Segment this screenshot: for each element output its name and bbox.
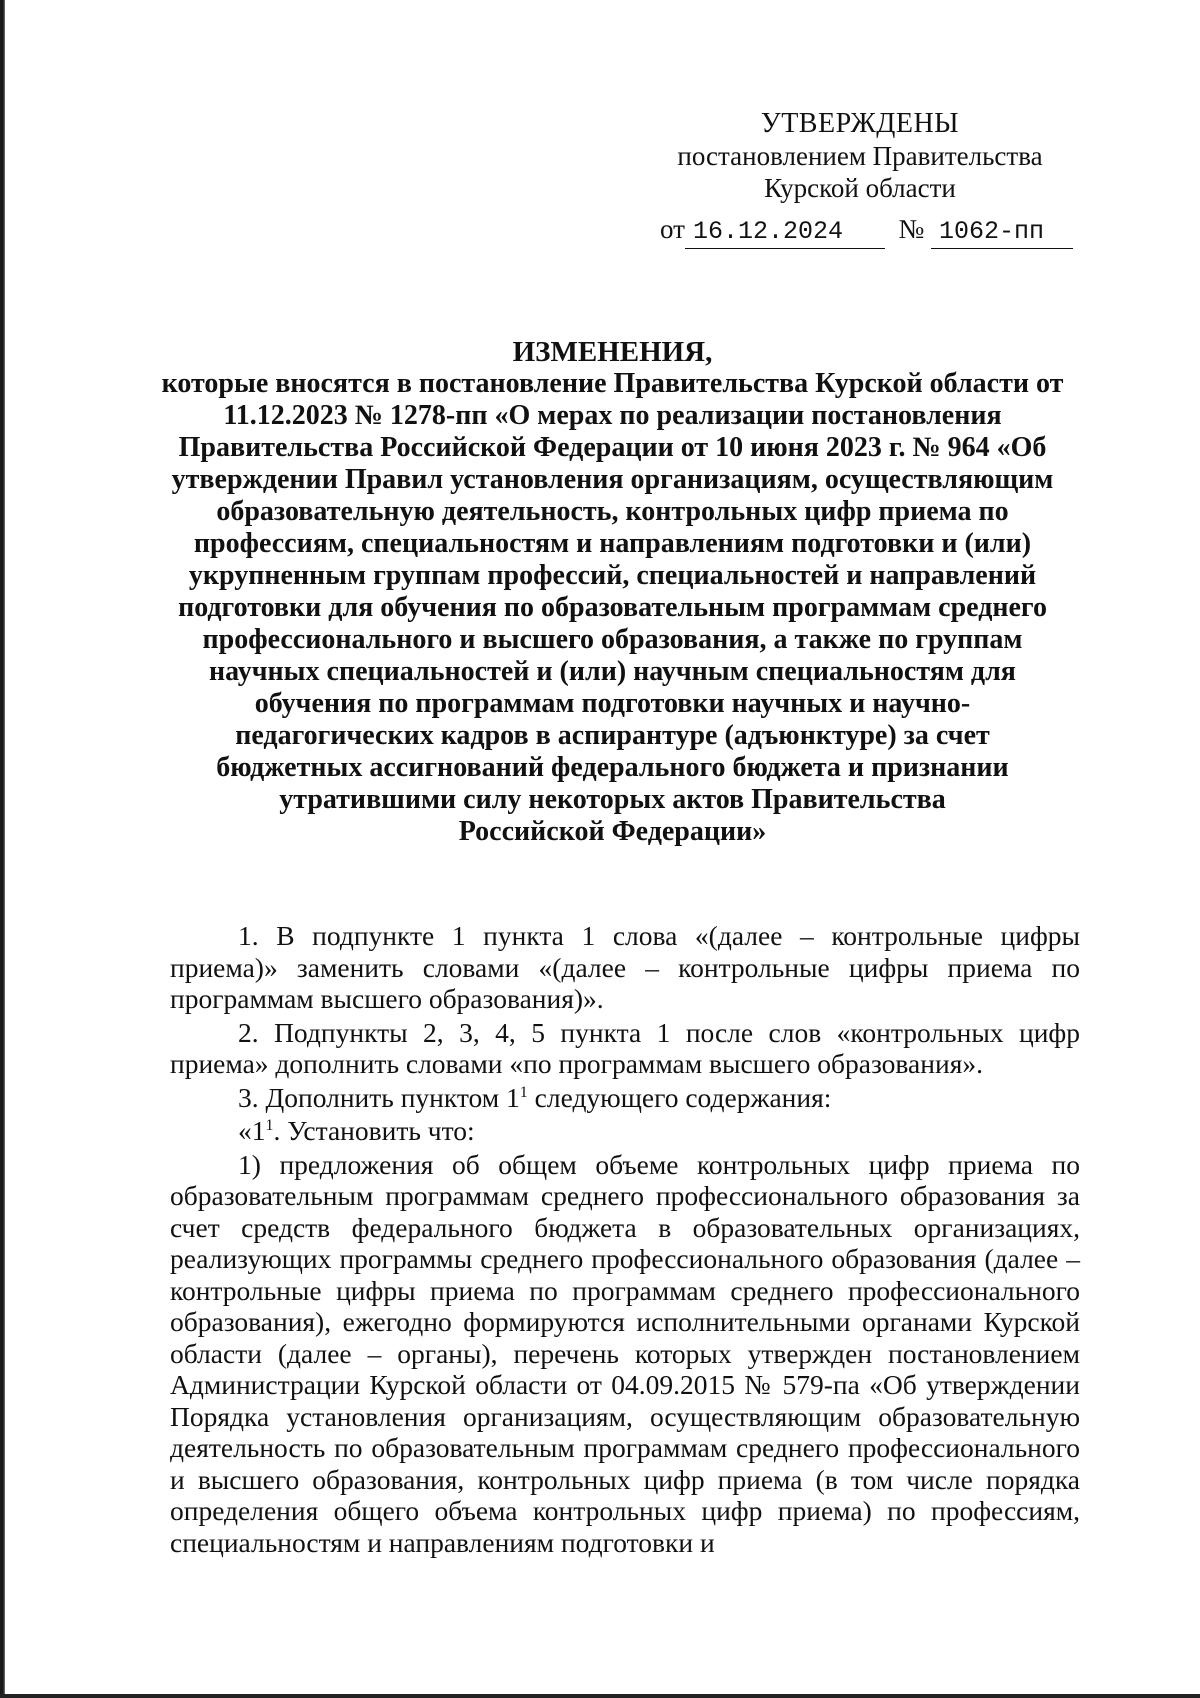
paragraph-3-text: 3. Дополнить пунктом 1 xyxy=(238,1081,520,1113)
paragraph-4-text-end: . Установить что: xyxy=(273,1115,475,1146)
title-line: утратившими силу некоторых актов Правительства xyxy=(279,784,946,815)
paragraph-4-text: «1 xyxy=(238,1115,266,1146)
paragraph-2: 2. Подпункты 2, 3, 4, 5 пункта 1 после слов «контрольных цифр приема» дополнить словами «по программам высшего образования». xyxy=(170,1016,1080,1079)
title-line: подготовки для обучения по образовательным программам среднего xyxy=(178,592,1047,623)
title-line: образовательную деятельность, контрольных цифр приема по xyxy=(216,496,1009,527)
title-line: профессионального и высшего образования, а также по группам xyxy=(202,624,1023,655)
title-line: педагогических кадров в аспирантуре (адъюнктуре) за счет xyxy=(235,720,990,751)
title-line: утверждении Правил установления организациям, осуществляющим xyxy=(171,464,1054,495)
title-line: обучения по программам подготовки научных и научно- xyxy=(254,688,971,719)
paragraph-1: 1. В подпункте 1 пункта 1 слова «(далее – контрольные цифры приема)» заменить словами «(далее – контрольные цифры приема по программам высшего образования)». xyxy=(170,920,1080,1014)
approval-date-line xyxy=(660,213,1080,247)
paragraph-5: 1) предложения об общем объеме контрольных цифр приема по образовательным программам среднего профессионального образования за счет средств федерального бюджета в образовательных организациях, реализующих программы среднего профессионального образования (далее – контрольные цифры приема по программам среднего профессионального образования), ежегодно формируются исполнительными органами Курской области (далее – органы), перечень которых утвержден постановлением Администрации Курской области от 04.09.2015 № 579-па «Об утверждении Порядка установления организациям, осуществляющим образовательную деятельность по образовательным программам среднего профессионального и высшего образования, контрольных цифр приема (в том числе порядка определения общего объема контрольных цифр приема) по профессиям, специальностям и направлениям подготовки и xyxy=(170,1148,1080,1558)
number-prefix: № xyxy=(898,214,925,244)
approval-number: 1062-пп xyxy=(931,216,1073,249)
title-line: профессиям, специальностям и направлениям подготовки и (или) xyxy=(193,528,1032,559)
paragraph-3 xyxy=(170,1082,1080,1114)
title-line: которые вносятся в постановление Правительства Курской области от xyxy=(161,368,1064,399)
approval-date: 16.12.2024 xyxy=(685,216,885,249)
paragraph-4 xyxy=(170,1115,1080,1147)
approval-stamp: УТВЕРЖДЕНЫ xyxy=(760,108,960,139)
title-line: укрупненным группам профессий, специальностей и направлений xyxy=(188,560,1037,591)
approval-block xyxy=(640,108,1080,204)
title-line: 11.12.2023 № 1278-пп «О мерах по реализации постановления xyxy=(223,400,1002,431)
title-line: научных специальностей и (или) научным специальностям для xyxy=(209,656,1016,687)
superscript: 1 xyxy=(265,1116,274,1134)
approval-line-1: постановлением Правительства xyxy=(677,141,1043,171)
paragraph-3-text-end: следующего содержания: xyxy=(527,1081,832,1113)
scan-edge-bottom xyxy=(0,1694,1200,1698)
title-line: бюджетных ассигнований федерального бюджета и признании xyxy=(216,752,1009,783)
scan-edge-left xyxy=(0,0,5,1698)
superscript: 1 xyxy=(519,1083,528,1101)
title-line: Правительства Российской Федерации от 10 июня 2023 г. № 964 «Об xyxy=(178,432,1047,463)
date-prefix: от xyxy=(660,214,685,244)
document-body xyxy=(170,920,1080,1560)
document-title xyxy=(150,336,1075,848)
title-heading: ИЗМЕНЕНИЯ, xyxy=(512,336,713,368)
approval-line-2: Курской области xyxy=(764,173,956,203)
title-line: Российской Федерации» xyxy=(458,816,767,847)
